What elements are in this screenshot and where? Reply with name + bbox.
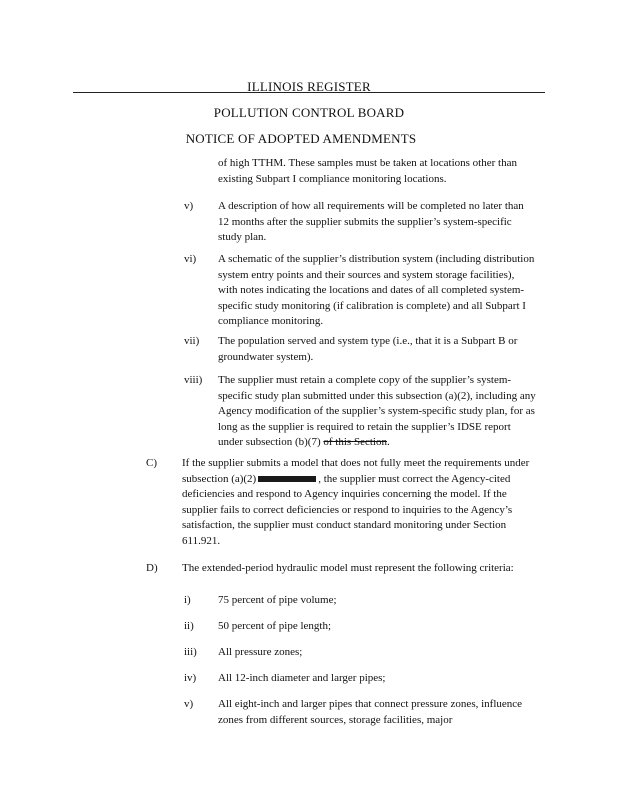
criteria-text-iv: All 12-inch diameter and larger pipes; [218, 672, 386, 684]
item-label-v: v) [184, 200, 194, 212]
notice-title: NOTICE OF ADOPTED AMENDMENTS [185, 131, 417, 146]
criteria-label-iv: iv) [184, 672, 197, 684]
para-label-d: D) [146, 562, 158, 574]
item-text-viii-end: . [386, 436, 390, 448]
item-label-vii: vii) [184, 335, 200, 347]
redaction-mark [258, 476, 316, 482]
continuation-text: of high TTHM. These samples must be taken at locations other than existing Subpart I compliance monitoring locations. [218, 157, 517, 185]
para-c-after: , the supplier must correct the Agency-cited deficiencies and respond to Agency inquiries concerning the model. If the supplier fails to correct deficiencies or respond to inquiries to the Agency’s satisfaction, the supplier must conduct standard monitoring under Section 611.921. [182, 472, 513, 547]
criteria-label-iii: iii) [184, 646, 197, 658]
board-title: POLLUTION CONTROL BOARD [213, 105, 405, 120]
item-text-viii-main: The supplier must retain a complete copy of the supplier’s system-specific study plan submitted under this subsection (a)(2), including any Agency modification of the supplier’s system-specific study plan, for as long as the supplier is required to retain the supplier’s IDSE report under subsection (b)(7) [218, 374, 536, 448]
criteria-text-v: All eight-inch and larger pipes that connect pressure zones, influence zones from different sources, storage facilities, major [218, 698, 523, 726]
para-c-before: If the supplier submits a model that does not fully meet the requirements under subsection (a)(2) [182, 457, 530, 485]
item-text-vii: The population served and system type (i.e., that it is a Subpart B or groundwater system). [218, 335, 518, 363]
criteria-text-i: 75 percent of pipe volume; [218, 594, 337, 606]
para-text-d: The extended-period hydraulic model must represent the following criteria: [182, 562, 514, 574]
header-rule [73, 92, 545, 93]
item-label-viii: viii) [184, 374, 203, 386]
item-text-v: A description of how all requirements will be completed no later than 12 months after the supplier submits the supplier’s system-specific study plan. [218, 200, 524, 243]
item-text-vi: A schematic of the supplier’s distribution system (including distribution system entry points and their sources and system storage facilities), with notes indicating the locations and dates of all completed system-specific study monitoring (if calibration is complete) and all Subpart I compliance monitoring. [218, 253, 535, 327]
criteria-label-i: i) [184, 594, 191, 606]
item-text-viii [218, 373, 538, 451]
criteria-label-v: v) [184, 698, 194, 710]
register-title: ILLINOIS REGISTER [247, 79, 371, 94]
item-label-vi: vi) [184, 253, 197, 265]
struck-text: of this Section [323, 436, 387, 448]
criteria-label-ii: ii) [184, 620, 194, 632]
para-text-c [182, 456, 544, 549]
criteria-text-iii: All pressure zones; [218, 646, 303, 658]
criteria-text-ii: 50 percent of pipe length; [218, 620, 332, 632]
para-label-c: C) [146, 457, 157, 469]
